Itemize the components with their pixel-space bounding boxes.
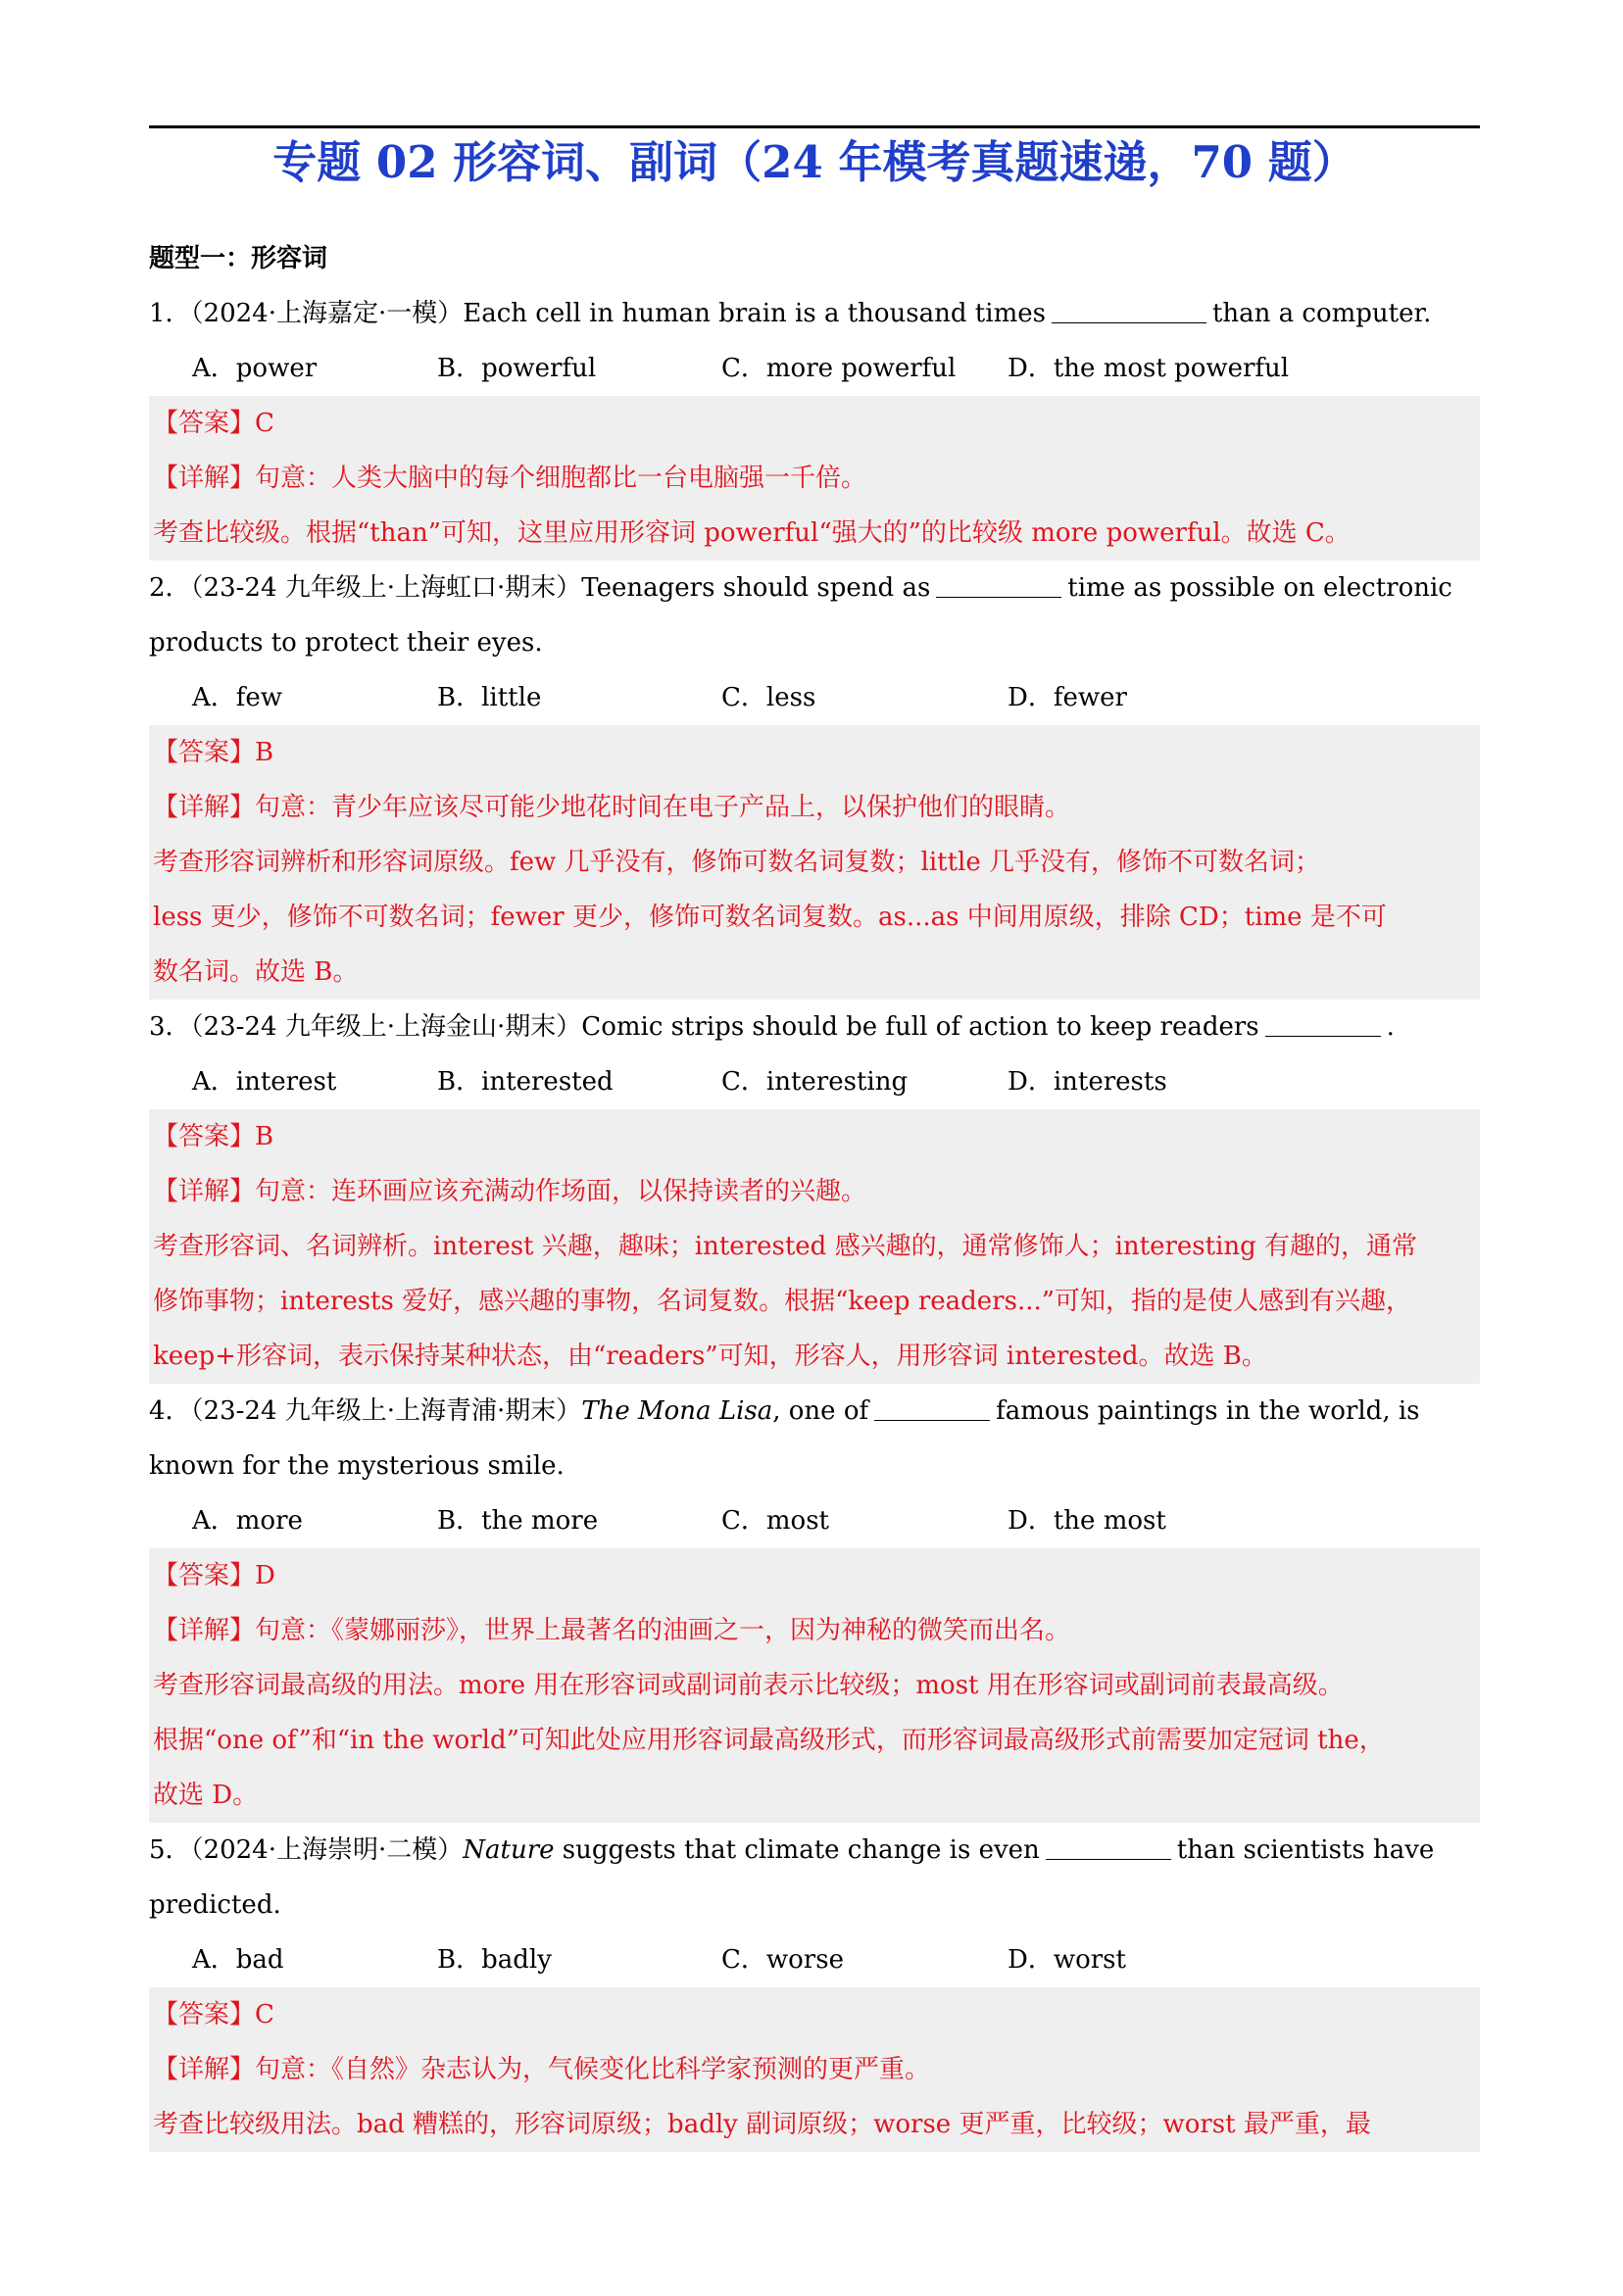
detail-line: keep+形容词，表示保持某种状态，由“readers”可知，形容人，用形容词 interested。故选 B。 [153, 1342, 1267, 1371]
question-stem-continued: predicted. [149, 1890, 281, 1920]
detail-line: 考查形容词、名词辨析。interest 兴趣，趣味；interested 感兴趣的，通常修饰人；interesting 有趣的，通常 [153, 1232, 1418, 1261]
options-row [149, 1932, 1480, 1987]
options-row [149, 1054, 1480, 1109]
answer-line: 【答案】B [153, 1122, 274, 1151]
options-row [149, 670, 1480, 725]
question-stem-continued: known for the mysterious smile. [149, 1451, 565, 1481]
detail-line: 【详解】句意：青少年应该尽可能少地花时间在电子产品上，以保护他们的眼睛。 [153, 793, 1071, 822]
page-title: 专题 02 形容词、副词（24 年模考真题速递，70 题） [272, 136, 1356, 188]
answer-box [149, 725, 1480, 1000]
option-b: B．the more [437, 1506, 599, 1536]
answer-box [149, 1548, 1480, 1823]
question-stem: 4．（23-24 九年级上·上海青浦·期末）The Mona Lisa, one of famous paintings in the world, is [149, 1384, 1480, 1439]
answer-blank [1046, 1830, 1171, 1860]
option-c: C．less [721, 683, 816, 712]
section-heading: 题型一：形容词 [149, 244, 328, 273]
option-a: A．power [192, 354, 318, 383]
option-b: B．powerful [437, 354, 597, 383]
answer-line: 【答案】C [153, 2000, 274, 2029]
question-2 [149, 561, 1480, 1000]
option-d: D．the most powerful [1008, 354, 1290, 383]
option-c: C．most [721, 1506, 829, 1536]
detail-line: 根据“one of”和“in the world”可知此处应用形容词最高级形式，而形容词最高级形式前需要加定冠词 the， [153, 1726, 1385, 1755]
detail-line: 修饰事物；interests 爱好，感兴趣的事物，名词复数。根据“keep readers...”可知，指的是使人感到有兴趣， [153, 1287, 1412, 1316]
option-b: B．interested [437, 1067, 614, 1097]
detail-line: 故选 D。 [153, 1781, 259, 1810]
option-b: B．little [437, 683, 542, 712]
option-d: D．interests [1008, 1067, 1167, 1097]
answer-box [149, 1987, 1480, 2152]
question-4 [149, 1384, 1480, 1823]
option-a: A．interest [192, 1067, 337, 1097]
question-3 [149, 1000, 1480, 1384]
detail-line: 【详解】句意：《蒙娜丽莎》，世界上最著名的油画之一，因为神秘的微笑而出名。 [153, 1616, 1071, 1645]
option-a: A．more [192, 1506, 303, 1536]
detail-line: 【详解】句意：人类大脑中的每个细胞都比一台电脑强一千倍。 [153, 464, 867, 493]
question-stem: 2．（23-24 九年级上·上海虹口·期末）Teenagers should spend as time as possible on electronic [149, 561, 1480, 615]
detail-line: 【详解】句意：连环画应该充满动作场面，以保持读者的兴趣。 [153, 1177, 867, 1206]
options-row [149, 341, 1480, 396]
question-stem: 1．（2024·上海嘉定·一模）Each cell in human brain is a thousand times than a computer. [149, 286, 1480, 341]
answer-line: 【答案】B [153, 738, 274, 767]
option-b: B．badly [437, 1945, 552, 1975]
answer-line: 【答案】C [153, 409, 274, 438]
question-5 [149, 1823, 1480, 2152]
option-c: C．interesting [721, 1067, 909, 1097]
detail-line: 考查比较级。根据“than”可知，这里应用形容词 powerful“强大的”的比较级 more powerful。故选 C。 [153, 518, 1351, 548]
answer-blank [936, 567, 1061, 598]
option-a: A．few [192, 683, 283, 712]
header-rule [149, 125, 1480, 128]
detail-line: 考查形容词辨析和形容词原级。few 几乎没有，修饰可数名词复数；little 几乎没有，修饰不可数名词； [153, 848, 1321, 877]
options-row [149, 1493, 1480, 1548]
option-c: C．worse [721, 1945, 844, 1975]
question-stem: 5．（2024·上海崇明·二模）Nature suggests that climate change is even than scientists have [149, 1823, 1480, 1878]
answer-box [149, 396, 1480, 561]
answer-blank [874, 1391, 990, 1421]
detail-line: 【详解】句意：《自然》杂志认为，气候变化比科学家预测的更严重。 [153, 2055, 931, 2084]
option-c: C．more powerful [721, 354, 957, 383]
question-stem-continued: products to protect their eyes. [149, 628, 543, 658]
option-d: D．the most [1008, 1506, 1166, 1536]
question-1 [149, 286, 1480, 561]
answer-box [149, 1109, 1480, 1384]
content [149, 231, 1480, 2152]
question-stem: 3．（23-24 九年级上·上海金山·期末）Comic strips should be full of action to keep readers . [149, 1000, 1480, 1054]
detail-line: 考查比较级用法。bad 糟糕的，形容词原级；badly 副词原级；worse 更严重，比较级；worst 最严重，最 [153, 2110, 1371, 2139]
option-d: D．fewer [1008, 683, 1127, 712]
detail-line: 数名词。故选 B。 [153, 957, 359, 987]
answer-line: 【答案】D [153, 1561, 275, 1590]
answer-blank [1052, 293, 1206, 323]
detail-line: 考查形容词最高级的用法。more 用在形容词或副词前表示比较级；most 用在形容词或副词前表最高级。 [153, 1671, 1344, 1700]
answer-blank [1265, 1006, 1381, 1037]
detail-line: less 更少，修饰不可数名词；fewer 更少，修饰可数名词复数。as...as 中间用原级，排除 CD；time 是不可 [153, 903, 1387, 932]
option-a: A．bad [192, 1945, 284, 1975]
option-d: D．worst [1008, 1945, 1126, 1975]
